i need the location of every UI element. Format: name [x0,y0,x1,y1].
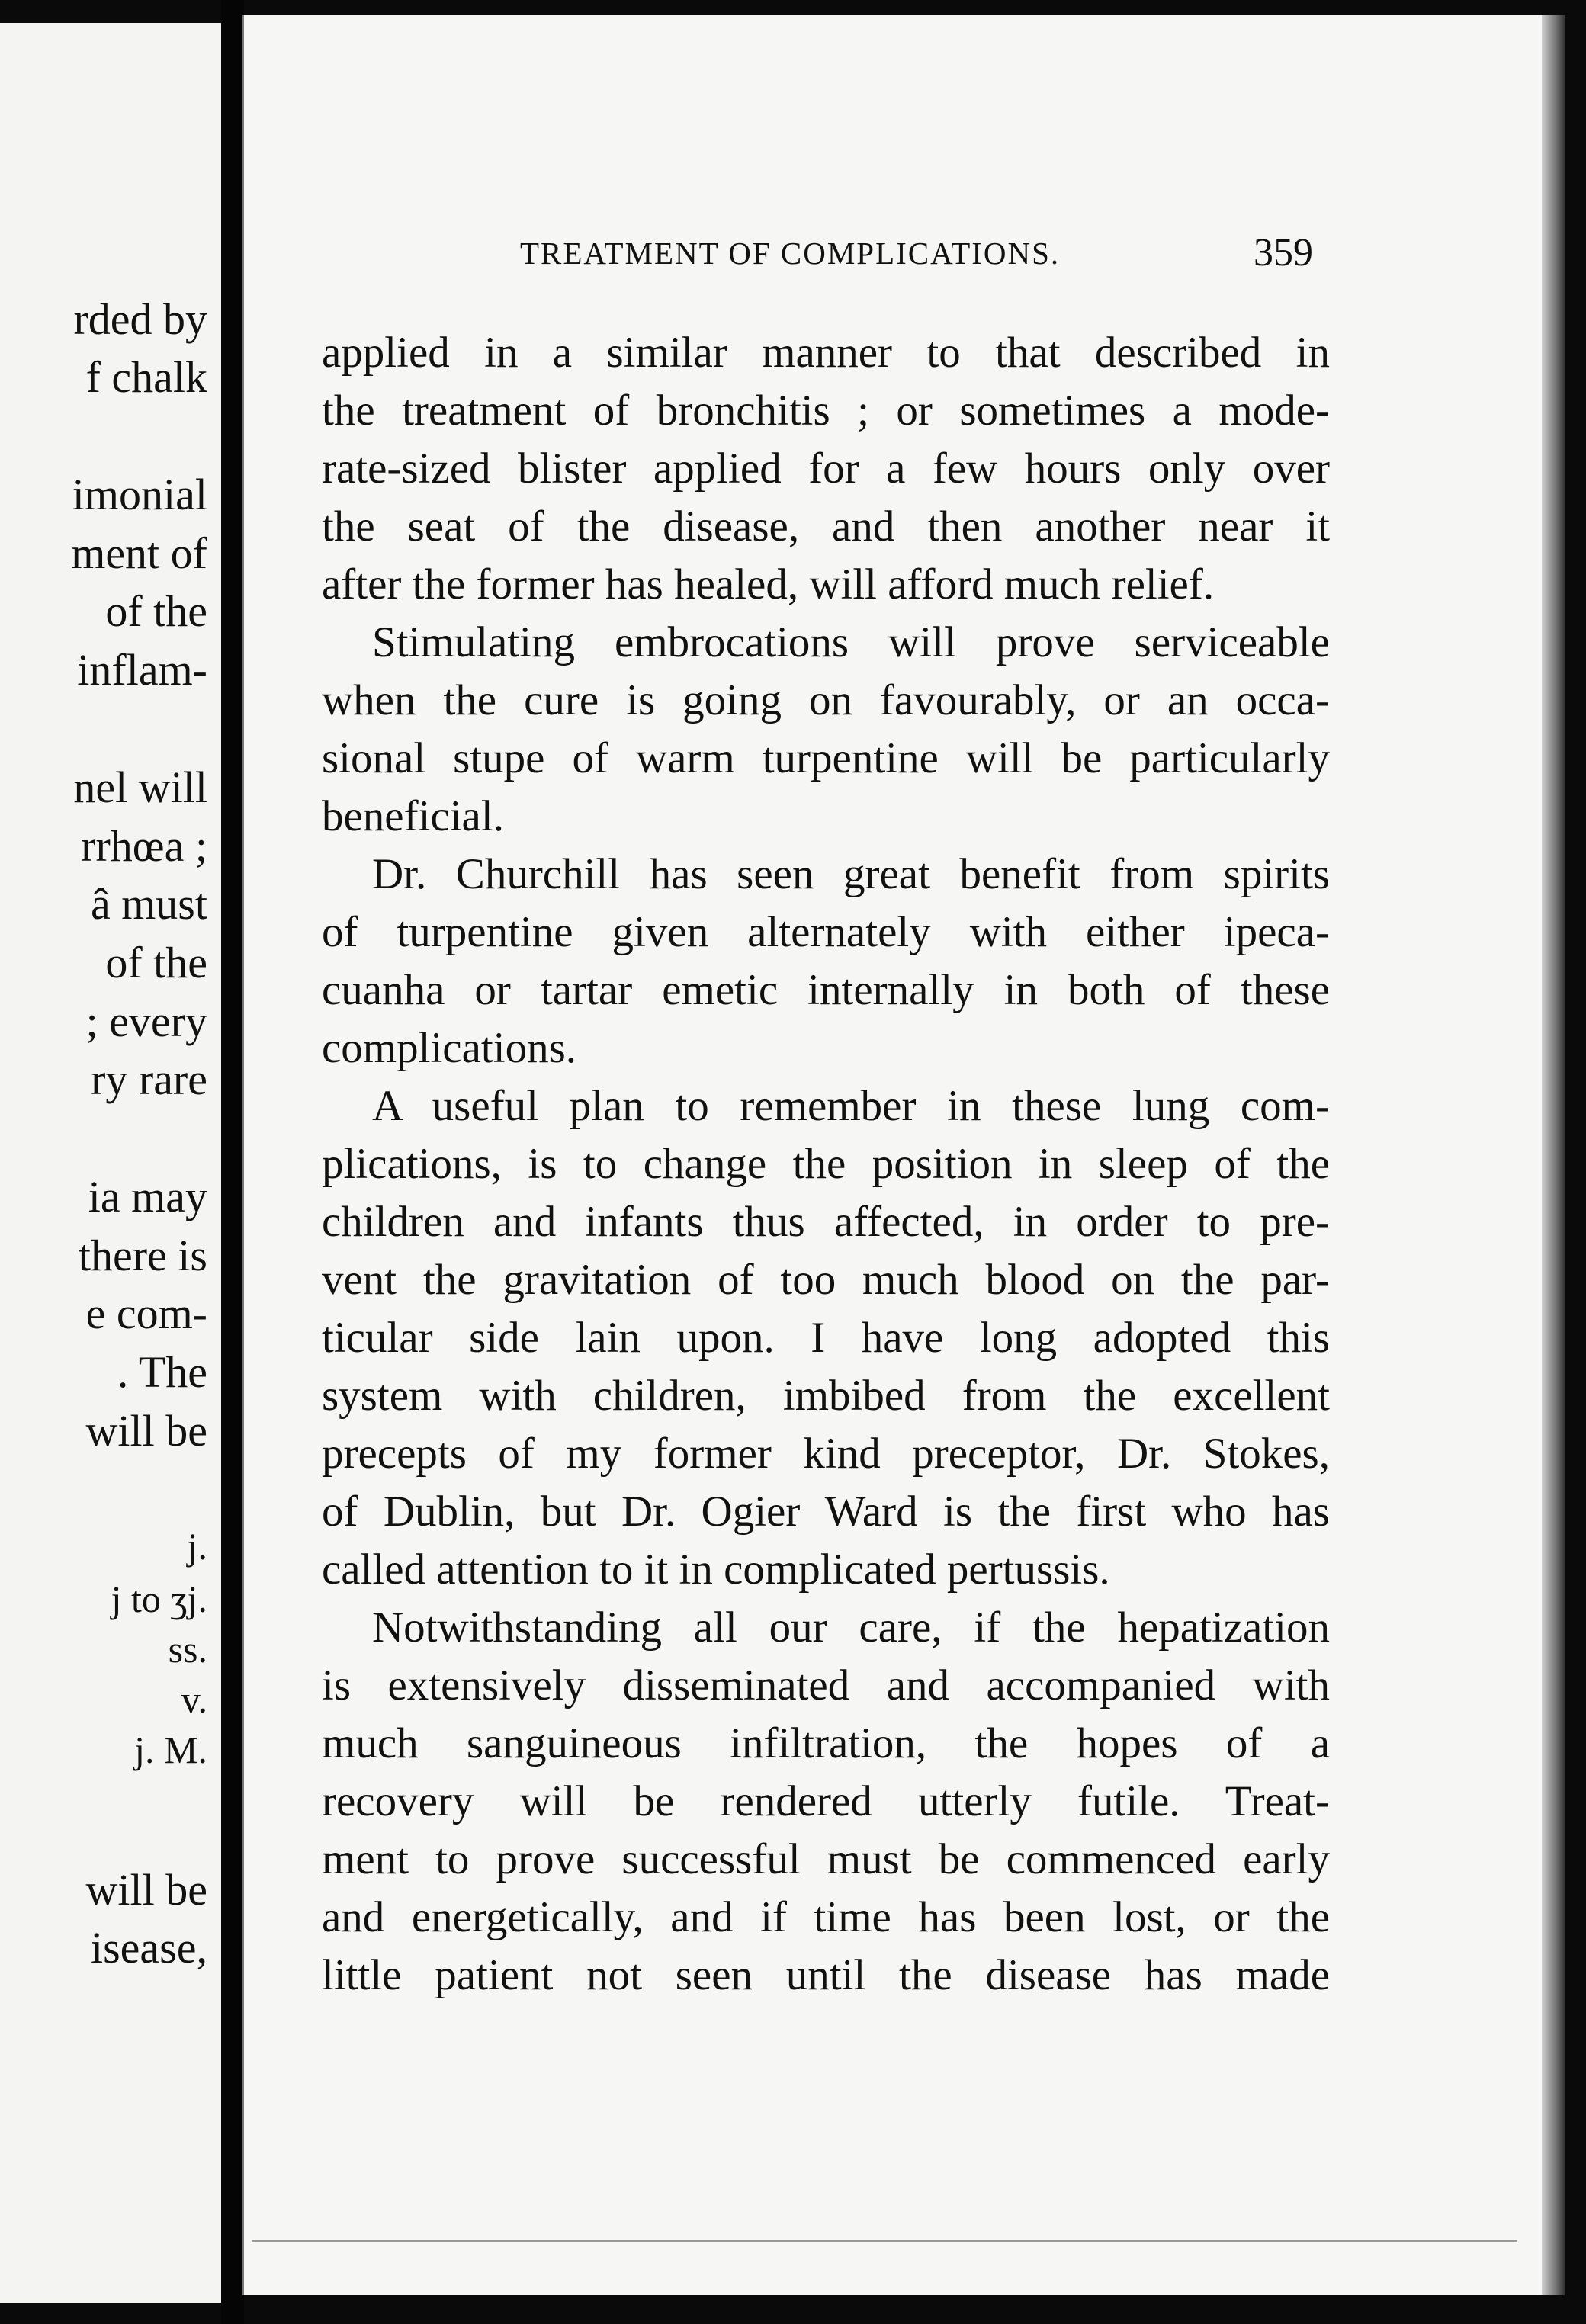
left-fragment-line: ry rare [91,1054,207,1104]
left-fragment-line: ; every [85,997,207,1046]
left-fragment-line: v. [181,1678,207,1721]
text-line: system with children, imbibed from the excellent [322,1372,1330,1420]
page-number: 359 [1254,231,1313,274]
text-line: of turpentine given alternately with either ipeca- [322,908,1330,956]
left-fragment-line: imonial [72,470,207,519]
text-line: and energetically, and if time has been lost, or the [322,1893,1330,1941]
text-line: applied in a similar manner to that described in [322,329,1330,377]
left-fragment-line: e com- [85,1289,207,1338]
left-fragment-line: . The [117,1347,207,1397]
text-line: the seat of the disease, and then another near it [322,502,1330,551]
left-fragment-line: will be [85,1865,207,1915]
text-line: called attention to it in complicated pertussis. [322,1546,1110,1594]
left-fragment-line: ia may [88,1172,207,1221]
text-line: children and infants thus affected, in order to pre- [322,1198,1330,1246]
left-fragment-line: j to ʒj. [111,1578,207,1620]
page-bottom-edge [252,2240,1517,2242]
left-fragment-line: of the [105,586,207,636]
left-fragment-line: ss. [168,1628,207,1671]
text-line: vent the gravitation of too much blood on the par- [322,1256,1330,1304]
text-line: complications. [322,1024,577,1072]
book-page [242,15,1565,2295]
text-line: of Dublin, but Dr. Ogier Ward is the first who has [322,1488,1330,1536]
page-fore-edge [1542,15,1565,2295]
text-line: Stimulating embrocations will prove serviceable [372,618,1330,666]
text-line: plications, is to change the position in sleep of the [322,1140,1330,1188]
text-line: Notwithstanding all our care, if the hepatization [372,1603,1330,1652]
text-line: rate-sized blister applied for a few hours only over [322,445,1330,493]
left-fragment-line: isease, [91,1923,207,1973]
left-fragment-line: j. M. [134,1729,207,1771]
left-fragment-line: ment of [71,528,207,578]
left-fragment-line: inflam- [77,645,207,695]
text-line: A useful plan to remember in these lung com- [372,1082,1330,1130]
left-fragment-line: f chalk [85,352,207,402]
text-line: ticular side lain upon. I have long adopted this [322,1314,1330,1362]
left-fragment-line: nel will [73,762,207,812]
text-line: Dr. Churchill has seen great benefit from spirits [372,850,1330,898]
left-fragment-line: of the [105,938,207,987]
book-gutter [221,0,244,2324]
previous-page-fragment [0,23,223,2303]
text-line: precepts of my former kind preceptor, Dr. Stokes, [322,1430,1330,1478]
text-line: sional stupe of warm turpentine will be particularly [322,734,1330,782]
left-fragment-line: rded by [73,294,207,344]
left-fragment-line: there is [78,1231,207,1280]
left-fragment-line: â must [90,879,207,929]
text-line: much sanguineous infiltration, the hopes of a [322,1719,1330,1767]
text-line: ment to prove successful must be commenced early [322,1835,1330,1883]
left-fragment-line: j. [187,1525,207,1568]
body-text [322,324,1330,2005]
text-line: recovery will be rendered utterly futile. Treat- [322,1777,1330,1825]
text-line: little patient not seen until the disease has made [322,1951,1330,1999]
text-line: when the cure is going on favourably, or an occa- [322,676,1330,724]
left-fragment-line: rrhœa ; [81,821,207,871]
running-head: TREATMENT OF COMPLICATIONS. [520,236,1061,271]
left-fragment-line: will be [85,1406,207,1456]
text-line: the treatment of bronchitis ; or sometimes a mode- [322,387,1330,435]
text-line: after the former has healed, will afford much relief. [322,560,1215,608]
text-line: cuanha or tartar emetic internally in both of these [322,966,1330,1014]
text-line: beneficial. [322,792,504,840]
text-line: is extensively disseminated and accompanied with [322,1661,1330,1709]
